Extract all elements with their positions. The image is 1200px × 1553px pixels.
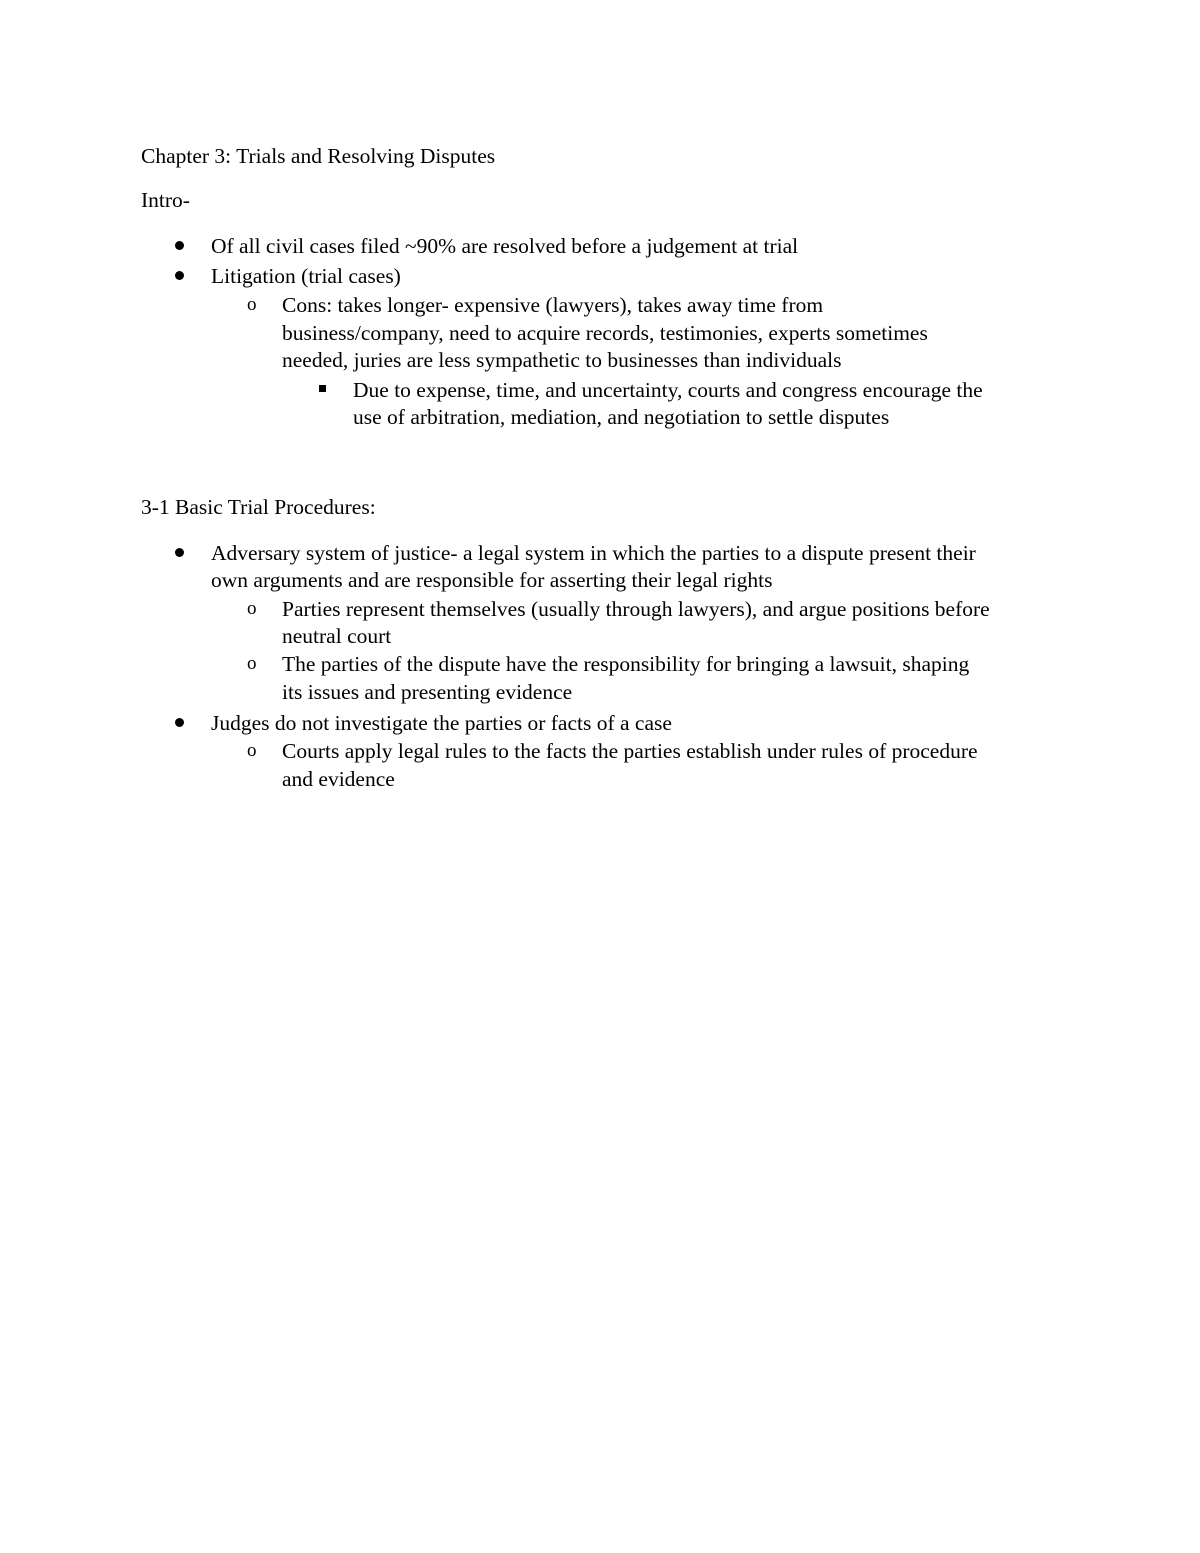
adversary-sub-1-line-2: neutral court <box>282 624 392 648</box>
judges-sub-line-2: and evidence <box>282 767 395 791</box>
cons-line-2: business/company, need to acquire records, testimonies, experts sometimes <box>282 321 928 345</box>
sub-bullet-icon: o <box>247 740 257 761</box>
intro-item-1: Of all civil cases filed ~90% are resolved before a judgement at trial <box>211 234 799 258</box>
sub-bullet-icon: o <box>247 653 257 674</box>
sub-bullet-icon: o <box>247 598 257 619</box>
adversary-line-2: own arguments and are responsible for asserting their legal rights <box>211 568 773 592</box>
bullet-icon <box>175 241 184 250</box>
note-line-2: use of arbitration, mediation, and negotiation to settle disputes <box>353 405 890 429</box>
note-line-1: Due to expense, time, and uncertainty, courts and congress encourage the <box>353 378 983 402</box>
cons-line-3: needed, juries are less sympathetic to businesses than individuals <box>282 348 842 372</box>
document-title: Chapter 3: Trials and Resolving Disputes <box>141 144 496 168</box>
square-bullet-icon <box>319 385 326 392</box>
judges-line-1: Judges do not investigate the parties or facts of a case <box>211 711 672 735</box>
bullet-icon <box>175 548 184 557</box>
bullet-icon <box>175 271 184 280</box>
sub-bullet-icon: o <box>247 294 257 315</box>
adversary-sub-1-line-1: Parties represent themselves (usually through lawyers), and argue positions before <box>282 597 990 621</box>
section-heading: 3-1 Basic Trial Procedures: <box>141 495 376 519</box>
intro-item-2: Litigation (trial cases) <box>211 264 401 288</box>
bullet-icon <box>175 718 184 727</box>
intro-heading: Intro- <box>141 188 190 212</box>
adversary-sub-2-line-2: its issues and presenting evidence <box>282 680 573 704</box>
adversary-sub-2-line-1: The parties of the dispute have the responsibility for bringing a lawsuit, shaping <box>282 652 970 676</box>
cons-line-1: Cons: takes longer- expensive (lawyers), takes away time from <box>282 293 824 317</box>
adversary-line-1: Adversary system of justice- a legal system in which the parties to a dispute present their <box>211 541 976 565</box>
judges-sub-line-1: Courts apply legal rules to the facts the parties establish under rules of procedure <box>282 739 978 763</box>
